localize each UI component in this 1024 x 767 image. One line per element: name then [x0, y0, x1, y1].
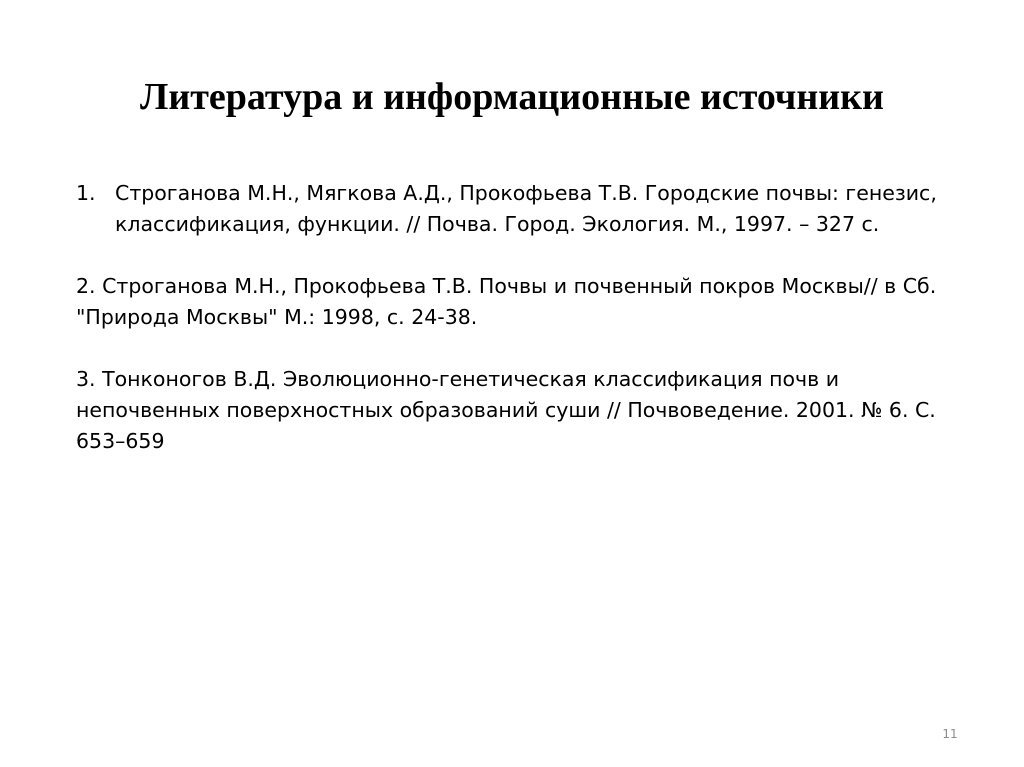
- reference-number: 1.: [76, 181, 96, 205]
- reference-item-2: 2. Строганова М.Н., Прокофьева Т.В. Почвы и почвенный покров Москвы// в Сб. "Природа Москвы" М.: 1998, с. 24-38.: [76, 274, 937, 329]
- reference-item-1: [76, 178, 956, 240]
- slide-title: Литература и информационные источники: [140, 76, 884, 118]
- reference-text: Строганова М.Н., Мягкова А.Д., Прокофьева Т.В. Городские почвы: генезис, классификация, функции. // Почва. Город. Экология. М., 1997. – 327 с.: [115, 181, 937, 236]
- reference-item-3: 3. Тонконогов В.Д. Эволюционно-генетическая классификация почв и непочвенных поверхностных образований суши // Почвоведение. 2001. № 6. С. 653–659: [76, 367, 936, 453]
- reference-list: [76, 178, 956, 457]
- page-number: 11: [942, 727, 958, 741]
